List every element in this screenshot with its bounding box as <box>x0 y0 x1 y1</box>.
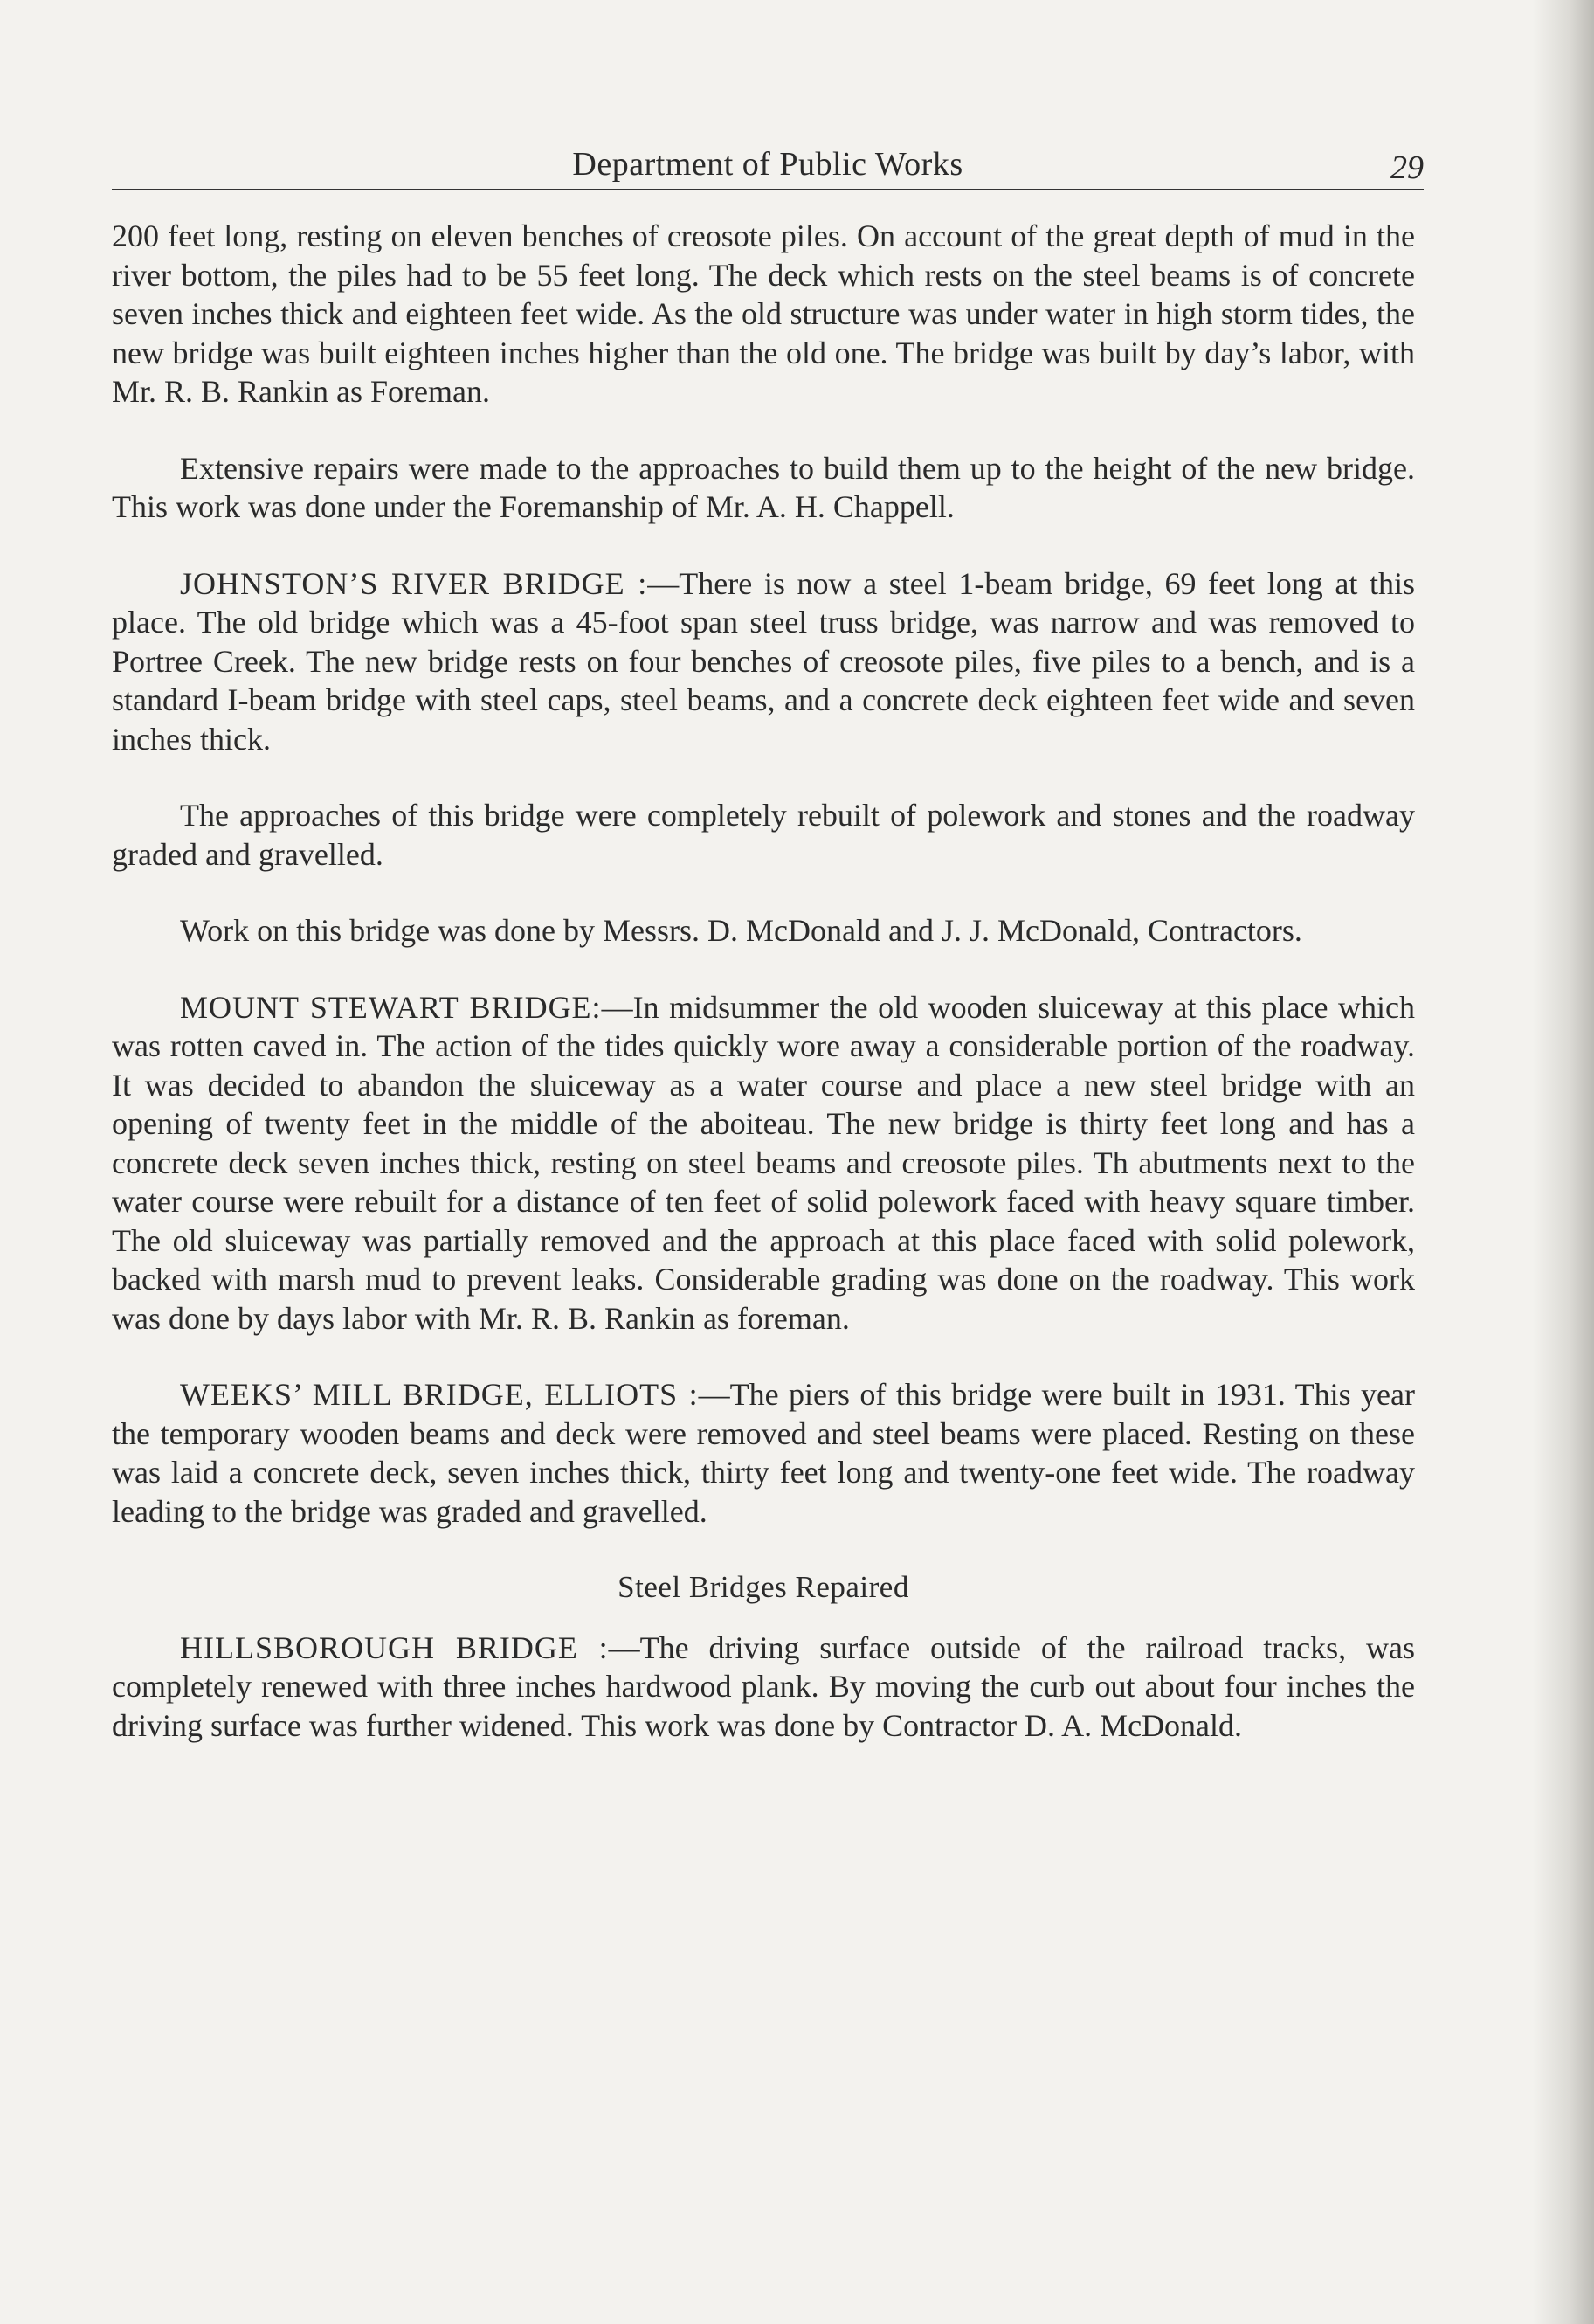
paragraph-5 <box>112 911 1415 951</box>
paragraph-1 <box>112 217 1415 412</box>
paragraph-johnstons-river-bridge <box>112 564 1415 759</box>
paragraph-mount-stewart-bridge <box>112 988 1415 1338</box>
paragraph-2 <box>112 449 1415 527</box>
header-title: Department of Public Works <box>572 146 963 183</box>
header-rule <box>112 189 1424 190</box>
paragraph-hillsborough-bridge <box>112 1629 1415 1746</box>
paragraph-4 <box>112 796 1415 874</box>
paragraph-1-text: 200 feet long, resting on eleven benches of creosote piles. On account of the great depth of mud in the river bottom, the piles had to be 55 feet long. The deck which rests on the steel beams is of concrete seven inches thick and eighteen feet wide. As the old structure was under water in high storm tides, the new bridge was built eighteen inches higher than the old one. The bridge was built by day’s labor, with Mr. R. B. Rankin as Foreman. <box>112 218 1415 409</box>
subheading-steel-bridges-repaired: Steel Bridges Repaired <box>618 1570 909 1604</box>
section-heading-johnstons-river-bridge: JOHNSTON’S RIVER BRIDGE : <box>180 565 648 601</box>
section-heading-mount-stewart-bridge: MOUNT STEWART BRIDGE: <box>180 989 602 1025</box>
paragraph-weeks-mill-bridge <box>112 1375 1415 1531</box>
paragraph-6-text: —In midsummer the old wooden sluiceway at this place which was rotten caved in. The action of the tides quickly wore away a considerable portion of the roadway. It was decided to abandon the sluiceway as a water course and place a new steel bridge with an opening of twenty feet in the middle of the aboiteau. The new bridge is thirty feet long and has a concrete deck seven inches thick, resting on steel beams and creosote piles. Th abutments next to the water course were rebuilt for a distance of ten feet of solid polework faced with heavy square timber. The old sluiceway was partially removed and the approach at this place faced with solid polework, backed with marsh mud to prevent leaks. Considerable grading was done on the roadway. This work was done by days labor with Mr. R. B. Rankin as foreman. <box>112 989 1415 1336</box>
page-edge-shadow <box>1533 0 1594 2324</box>
paragraph-5-text: Work on this bridge was done by Messrs. D. McDonald and J. J. McDonald, Contractors. <box>180 913 1302 948</box>
paragraph-2-text: Extensive repairs were made to the approaches to build them up to the height of the new bridge. This work was done under the Foremanship of Mr. A. H. Chappell. <box>112 450 1415 524</box>
body-text <box>112 217 1415 1782</box>
section-heading-hillsborough-bridge: HILLSBOROUGH BRIDGE : <box>180 1629 609 1665</box>
section-heading-weeks-mill-bridge: WEEKS’ MILL BRIDGE, ELLIOTS : <box>180 1377 699 1412</box>
running-header <box>112 140 1424 192</box>
paragraph-8-text: —The driving surface outside of the railroad tracks, was completely renewed with three inches hardwood plank. By moving the curb out about four inches the driving surface was further widened. This work was done by Contractor D. A. McDonald. <box>112 1629 1415 1743</box>
paragraph-3-text: —There is now a steel 1-beam bridge, 69 feet long at this place. The old bridge which was a 45-foot span steel truss bridge, was narrow and was removed to Portree Creek. The new bridge rests on four benches of creosote piles, five piles to a bench, and is a standard I-beam bridge with steel caps, steel beams, and a concrete deck eighteen feet wide and seven inches thick. <box>112 565 1415 757</box>
paragraph-4-text: The approaches of this bridge were completely rebuilt of polework and stones and the roadway graded and gravelled. <box>112 798 1415 872</box>
paragraph-7-text: —The piers of this bridge were built in 1931. This year the temporary wooden beams and deck were removed and steel beams were placed. Resting on these was laid a concrete deck, seven inches thick, thirty feet long and twenty-one feet wide. The roadway leading to the bridge was graded and gravelled. <box>112 1377 1416 1529</box>
page-number: 29 <box>1390 149 1424 186</box>
